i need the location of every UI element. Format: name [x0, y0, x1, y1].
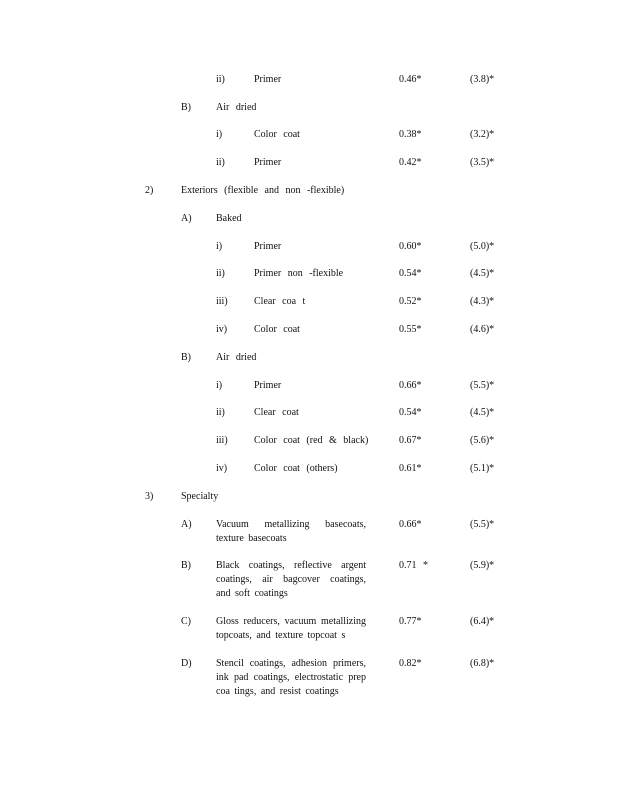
- specialty-description: Vacuum metallizing basecoats, texture basecoats: [216, 519, 366, 544]
- item-paren-value: (4.3)*: [470, 296, 495, 307]
- subsection-letter: C): [181, 616, 191, 627]
- item-label: Primer: [254, 74, 282, 85]
- item-paren-value: (4.5)*: [470, 268, 495, 279]
- item-value: 0.66*: [399, 519, 422, 530]
- item-paren-value: (6.8)*: [470, 658, 495, 669]
- subsection-letter: B): [181, 560, 191, 571]
- item-value: 0.67*: [399, 435, 422, 446]
- subsection-label: Air dried: [216, 352, 257, 363]
- item-value: 0.77*: [399, 616, 422, 627]
- item-paren-value: (5.9)*: [470, 560, 495, 571]
- subsection-letter: D): [181, 658, 192, 669]
- section-label: Specialty: [181, 491, 219, 502]
- item-paren-value: (4.6)*: [470, 324, 495, 335]
- item-label: Primer non -flexible: [254, 268, 344, 279]
- item-label: Color coat (others): [254, 463, 338, 474]
- item-number: ii): [216, 157, 225, 168]
- item-number: iii): [216, 435, 228, 446]
- item-label: Primer: [254, 241, 282, 252]
- item-number: ii): [216, 268, 225, 279]
- item-paren-value: (5.5)*: [470, 519, 495, 530]
- specialty-description: Stencil coatings, adhesion primers, ink pad coatings, electrostatic prep coa tings, and resist coatings: [216, 658, 366, 697]
- item-value: 0.54*: [399, 268, 422, 279]
- item-number: i): [216, 129, 223, 140]
- item-value: 0.42*: [399, 157, 422, 168]
- section-label: Exteriors (flexible and non -flexible): [181, 185, 345, 196]
- item-paren-value: (3.2)*: [470, 129, 495, 140]
- specialty-description: Black coatings, reflective argent coatings, air bagcover coatings, and soft coatings: [216, 560, 366, 599]
- item-paren-value: (6.4)*: [470, 616, 495, 627]
- specialty-description: Gloss reducers, vacuum metallizing topcoats, and texture topcoat s: [216, 616, 366, 641]
- item-number: ii): [216, 407, 225, 418]
- item-paren-value: (4.5)*: [470, 407, 495, 418]
- item-value: 0.55*: [399, 324, 422, 335]
- item-value: 0.54*: [399, 407, 422, 418]
- item-label: Color coat (red & black): [254, 435, 369, 446]
- subsection-label: Baked: [216, 213, 242, 224]
- item-value: 0.60*: [399, 241, 422, 252]
- section-number: 2): [145, 185, 154, 196]
- item-number: ii): [216, 74, 225, 85]
- item-value: 0.38*: [399, 129, 422, 140]
- item-number: iii): [216, 296, 228, 307]
- section-number: 3): [145, 491, 154, 502]
- item-paren-value: (3.8)*: [470, 74, 495, 85]
- item-value: 0.66*: [399, 380, 422, 391]
- item-value: 0.52*: [399, 296, 422, 307]
- item-value: 0.82*: [399, 658, 422, 669]
- subsection-letter: A): [181, 213, 192, 224]
- subsection-letter: B): [181, 352, 191, 363]
- item-paren-value: (5.6)*: [470, 435, 495, 446]
- item-paren-value: (5.0)*: [470, 241, 495, 252]
- item-label: Color coat: [254, 129, 300, 140]
- item-label: Primer: [254, 157, 282, 168]
- item-label: Clear coa t: [254, 296, 306, 307]
- item-label: Primer: [254, 380, 282, 391]
- item-paren-value: (5.1)*: [470, 463, 495, 474]
- item-number: i): [216, 380, 223, 391]
- item-label: Clear coat: [254, 407, 299, 418]
- item-value: 0.71 *: [399, 560, 428, 571]
- subsection-letter: A): [181, 519, 192, 530]
- item-number: i): [216, 241, 223, 252]
- subsection-label: Air dried: [216, 102, 257, 113]
- item-value: 0.46*: [399, 74, 422, 85]
- item-paren-value: (5.5)*: [470, 380, 495, 391]
- item-label: Color coat: [254, 324, 300, 335]
- item-number: iv): [216, 463, 228, 474]
- item-paren-value: (3.5)*: [470, 157, 495, 168]
- item-number: iv): [216, 324, 228, 335]
- item-value: 0.61*: [399, 463, 422, 474]
- subsection-letter: B): [181, 102, 191, 113]
